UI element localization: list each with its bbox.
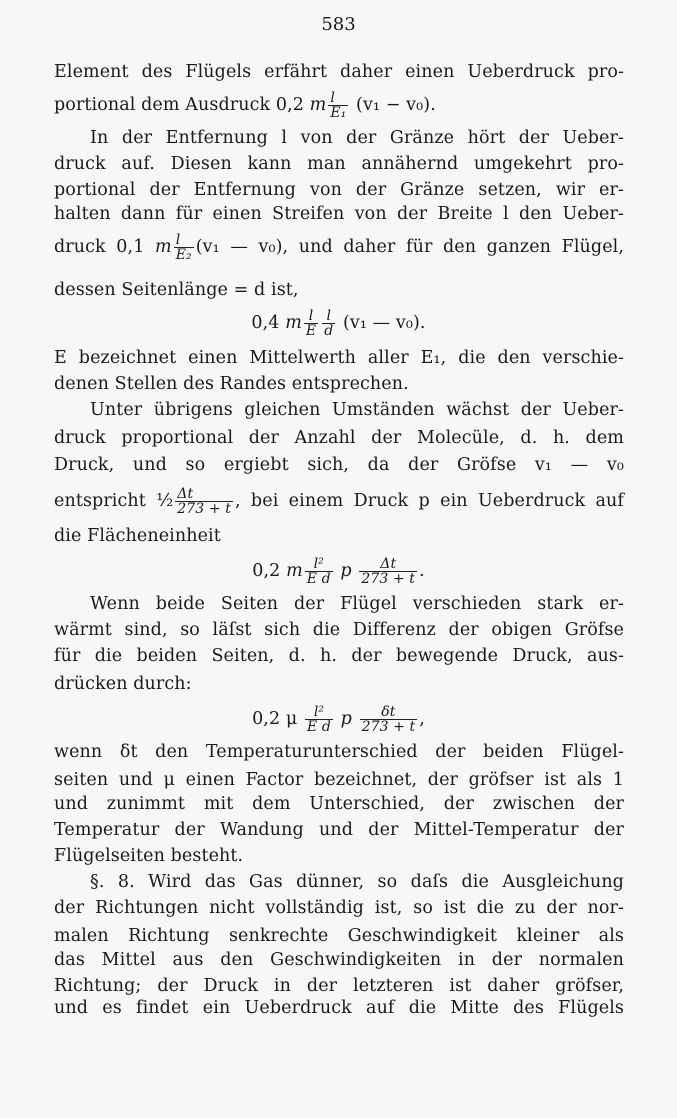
text: .: [419, 561, 425, 581]
text-line: Flügelseiten besteht.: [54, 846, 244, 866]
denominator: 273 + t: [177, 501, 231, 517]
text-line: für die beiden Seiten, d. h. der bewegende Druck, aus-: [54, 646, 624, 666]
fraction: [305, 705, 333, 734]
numerator: δt: [360, 705, 418, 720]
numerator: Δt: [175, 487, 233, 502]
text: (v₁ − v₀).: [350, 95, 436, 115]
fraction: [174, 233, 194, 262]
denominator: d: [324, 323, 334, 339]
text-line: wenn δt den Temperaturunterschied der beiden Flügel-: [54, 742, 624, 762]
fraction: [360, 705, 418, 734]
numerator: l: [304, 309, 318, 324]
var: m: [286, 561, 303, 581]
numerator: l: [174, 233, 194, 248]
text-line: [54, 90, 624, 121]
equation: [0, 704, 677, 735]
fraction: [175, 487, 233, 516]
text: (v₁ — v₀), und daher für den ganzen Flügel,: [195, 237, 625, 257]
text-line: dessen Seitenlänge = d ist,: [54, 280, 299, 300]
text-line: [54, 486, 624, 517]
text-line: Druck, und so ergiebt sich, da der Gröfse v₁ — v₀: [54, 455, 624, 475]
denominator: E d: [306, 571, 331, 587]
denominator: 273 + t: [361, 571, 416, 587]
denominator: E₁: [330, 105, 347, 121]
denominator: E₂: [175, 247, 192, 263]
numerator: l: [322, 309, 335, 324]
text: druck 0,1: [54, 237, 155, 257]
text-line: wärmt sind, so läſst sich die Differenz der obigen Gröfse: [54, 620, 624, 640]
text: 0,4: [251, 313, 286, 333]
text-line: Element des Flügels erfährt daher einen Ueberdruck pro-: [54, 62, 624, 82]
text-line: das Mittel aus den Geschwindigkeiten in der normalen: [54, 950, 624, 970]
text-line: druck proportional der Anzahl der Molecüle, d. h. dem: [54, 428, 624, 448]
text-line: Temperatur der Wandung und der Mittel-Temperatur der: [54, 820, 624, 840]
denominator: 273 + t: [361, 719, 416, 735]
numerator: l²: [305, 557, 333, 572]
text: 0,2: [252, 561, 287, 581]
text-line: malen Richtung senkrechte Geschwindigkeit kleiner als: [54, 926, 624, 946]
text-line: der Richtungen nicht vollständig ist, so ist die zu der nor-: [54, 898, 624, 918]
text: 0,2 μ: [252, 709, 303, 729]
fraction: [359, 557, 417, 586]
fraction: [328, 91, 348, 120]
denominator: E d: [307, 719, 331, 735]
fraction: [322, 309, 335, 338]
text: portional dem Ausdruck 0,2: [54, 95, 310, 115]
text-line: §. 8. Wird das Gas dünner, so daſs die Ausgleichung: [90, 872, 624, 892]
var: m: [309, 95, 327, 115]
denominator: E: [305, 323, 317, 339]
text-line: drücken durch:: [54, 674, 192, 694]
var: m: [155, 237, 172, 257]
text: (v₁ — v₀).: [337, 313, 426, 333]
text-line: und es findet ein Ueberdruck auf die Mitte des Flügels: [54, 998, 624, 1018]
text: entspricht ½: [54, 491, 174, 511]
text-line: Richtung; der Druck in der letzteren ist daher gröfser,: [54, 976, 624, 996]
text-line: seiten und μ einen Factor bezeichnet, der gröfser ist als 1: [54, 770, 624, 790]
text: , bei einem Druck p ein Ueberdruck auf: [234, 491, 624, 511]
numerator: l²: [305, 705, 333, 720]
equation: [0, 308, 677, 339]
text-line: die Flächeneinheit: [54, 526, 221, 546]
fraction: [305, 557, 333, 586]
var: p: [334, 561, 358, 581]
var: m: [285, 313, 302, 333]
text: ,: [419, 709, 425, 729]
numerator: l: [328, 91, 348, 106]
fraction: [304, 309, 318, 338]
text-line: Wenn beide Seiten der Flügel verschieden stark er-: [90, 594, 624, 614]
text-line: portional der Entfernung von der Gränze setzen, wir er-: [54, 180, 624, 200]
text-line: druck auf. Diesen kann man annähernd umgekehrt pro-: [54, 154, 624, 174]
text-line: [54, 232, 625, 263]
text-line: In der Entfernung l von der Gränze hört der Ueber-: [90, 128, 624, 148]
text-line: denen Stellen des Randes entsprechen.: [54, 374, 409, 394]
numerator: Δt: [359, 557, 417, 572]
var: p: [334, 709, 358, 729]
equation: [0, 556, 677, 587]
text-line: Unter übrigens gleichen Umständen wächst der Ueber-: [90, 400, 624, 420]
text-line: halten dann für einen Streifen von der Breite l den Ueber-: [54, 204, 624, 224]
text-line: E bezeichnet einen Mittelwerth aller E₁, die den verschie-: [54, 348, 624, 368]
text-line: und zunimmt mit dem Unterschied, der zwischen der: [54, 794, 624, 814]
page-number: 583: [321, 14, 356, 35]
